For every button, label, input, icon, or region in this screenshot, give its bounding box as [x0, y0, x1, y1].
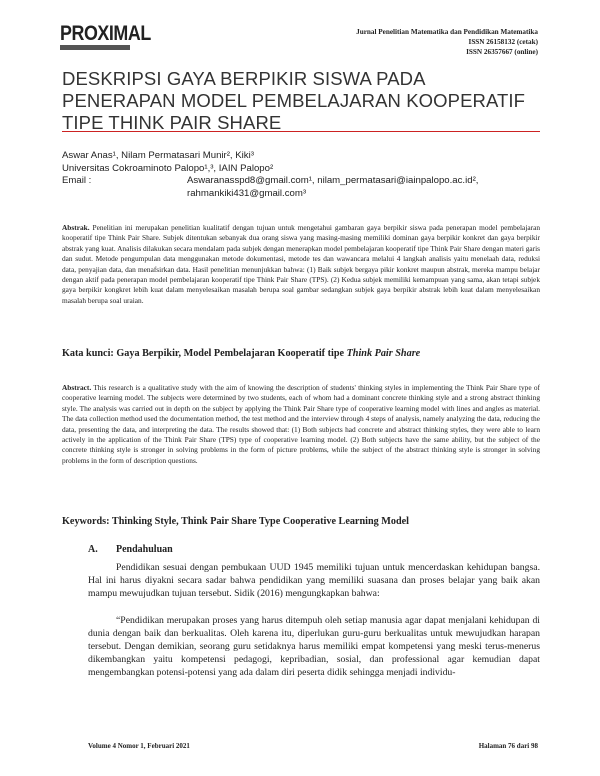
logo-text: PROXIMAL [60, 22, 151, 45]
email-line: Aswaranasspd8@gmail.com¹, nilam_permatasari@iainpalopo.ac.id², [187, 175, 479, 186]
email-label: Email : [62, 175, 92, 186]
issn-print: ISSN 26158132 (cetak) [468, 38, 538, 46]
journal-logo [60, 24, 156, 50]
kata-kunci: Kata kunci: Gaya Berpikir, Model Pembelajaran Kooperatif tipe Think Pair Share [62, 348, 421, 359]
title-line: PENERAPAN MODEL PEMBELAJARAN KOOPERATIF [62, 90, 526, 111]
abstrak-paragraph [62, 223, 540, 306]
kata-kunci-italic: Think Pair Share [346, 348, 421, 359]
title-line: TIPE THINK PAIR SHARE [62, 112, 282, 133]
title-divider [62, 131, 540, 132]
title-line: DESKRIPSI GAYA BERPIKIR SISWA PADA [62, 68, 426, 89]
section-title: Pendahuluan [116, 544, 173, 555]
author-names: Aswar Anas¹, Nilam Permatasari Munir², Kiki³ [62, 150, 254, 161]
paper-title [62, 68, 542, 134]
block-quote: “Pendidikan merupakan proses yang harus ditempuh oleh setiap manusia agar dapat menjalani kehidupan di dunia dengan baik dan berkualitas. Oleh karena itu, diperlukan guru-guru berkualitas untuk mewujudkan harapan tersebut. Dengan demikian, seorang guru setidaknya harus memiliki empat kompetensi yang meski terus-menerus dikembangkan yaitu kompetensi pedagogi, kepribadian, sosial, dan professional agar kemudian dapat mengembangkan potensi-potensi yang ada dalam diri peserta didik sehingga menjadi individu- [88, 615, 540, 679]
abstrak-text: Penelitian ini merupakan penelitian kualitatif dengan tujuan untuk mengetahui gambaran gaya berpikir siswa pada penerapan model pembelajaran kooperatif tipe Think Pair Share. Subjek ditentukan sebanyak dua orang siswa yang masing-masing memiliki dominan gaya berpikir konkret dan gaya berpikir abstrak yang kuat. Analisis dilakukan secara mendalam pada subjek dengan menerapkan model pembelajaran kooperatif tipe Think Pair Share dengan materi garis dan sudut. Metode pengumpulan data menggunakan metode dokumentasi, metode tes dan wawancara melalui 4 langkah analisis yaitu menelaah data, reduksi data, penyajian data, dan menafsirkan data. Hasil penelitian menunjukkan bahwa: (1) Baik subjek bergaya pikir konkret maupun abstrak, mereka mampu belajar dengan aktif pada penerapan model pembelajaran kooperatif tipe Think Pair Share (TPS). (2) Kedua subjek memiliki kemampuan yang sama, akan tetapi subjek gaya berpikir kongkret lebih kuat dalam menyelesaikan masalah berupa soal gambar sedangkan subjek gaya berpikir abstrak lebih kuat dalam menyelesaikan masalah berupa soal uraian. [62, 223, 540, 305]
section-heading [88, 544, 173, 555]
journal-info [356, 27, 538, 57]
abstract-en-paragraph [62, 383, 540, 466]
author-block [62, 150, 478, 200]
author-affiliation: Universitas Cokroaminoto Palopo¹,³, IAIN Palopo² [62, 162, 274, 174]
footer-volume: Volume 4 Nomor 1, Februari 2021 [88, 742, 190, 750]
body-paragraph: Pendidikan sesuai dengan pembukaan UUD 1945 memiliki tujuan untuk mencerdaskan kehidupan bangsa. Hal ini harus diyakni secara sadar bahwa pendidikan yang memiliki suasana dan proses belajar yang baik akan mampu mewujudkan tujuan tersebut. Sidik (2016) mengungkapkan bahwa: [88, 562, 540, 600]
keywords-en: Keywords: Thinking Style, Think Pair Share Type Cooperative Learning Model [62, 516, 409, 527]
footer-page: Halaman 76 dari 98 [478, 742, 538, 750]
journal-name: Jurnal Penelitian Matematika dan Pendidikan Matematika [356, 28, 538, 36]
logo-bar [60, 45, 130, 50]
abstrak-label: Abstrak. [62, 223, 90, 232]
email-row [62, 175, 478, 200]
abstract-en-label: Abstract. [62, 383, 92, 392]
abstract-en-text: This research is a qualitative study with the aim of knowing the description of students' thinking styles in implementing the Think Pair Share type of cooperative learning model. The subjects were determined by two students, each of whom had a dominant concrete thinking style and a strong abstract thinking style. The analysis was carried out in depth on the subject by applying the Think Pair Share type of cooperative learning model with lines and angles as material. The data collection method used the documentation method, the test method and the interview through 4 steps of analysis, namely analyzing the data, reducing the data, presenting the data, and interpreting the data. The results showed that: (1) Both subjects had concrete and abstract thinking styles, they were able to learn actively in the application of the Think Pair Share (TPS) type of cooperative learning model. (2) Both subjects have the same ability, but the subject of the concrete thinking style is stronger in solving problems in the form of picture problems, while the subject of the abstract thinking style is stronger in solving problems in the form of description questions. [62, 383, 540, 465]
section-number: A. [88, 544, 98, 555]
email-line: rahmankiki431@gmail.com³ [187, 187, 307, 199]
issn-online: ISSN 26357667 (online) [466, 48, 538, 56]
